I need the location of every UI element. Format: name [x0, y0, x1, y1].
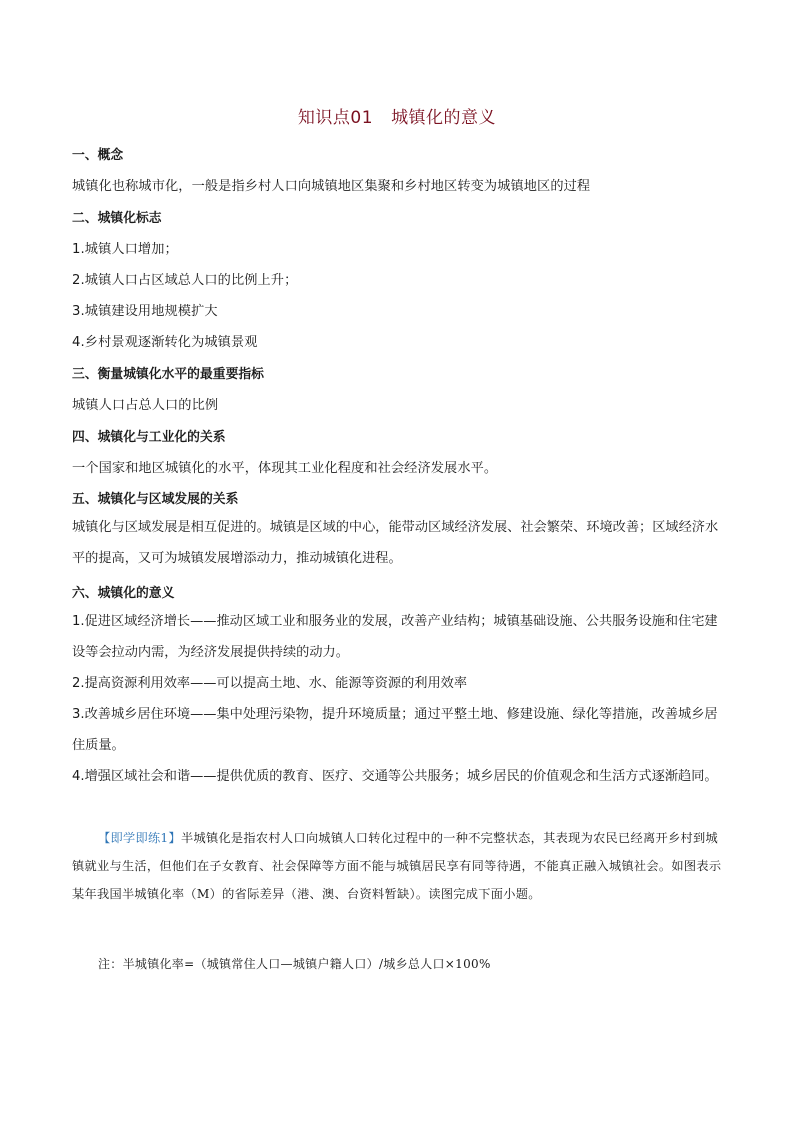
- section-5-text: 城镇化与区域发展是相互促进的。城镇是区域的中心，能带动区域经济发展、社会繁荣、环境改善；区域经济水平的提高，又可为城镇发展增添动力，推动城镇化进程。: [72, 520, 719, 566]
- section-6-item: 1.促进区域经济增长——推动区域工业和服务业的发展，改善产业结构；城镇基础设施、公共服务设施和住宅建设等会拉动内需，为经济发展提供持续的动力。: [72, 614, 718, 660]
- section-3-text: 城镇人口占总人口的比例: [72, 398, 219, 413]
- formula-note: 注：半城镇化率=（城镇常住人口—城镇户籍人口）/城乡总人口×100%: [98, 957, 491, 971]
- section-3-heading: 三、衡量城镇化水平的最重要指标: [72, 367, 264, 382]
- section-6-item: 3.改善城乡居住环境——集中处理污染物，提升环境质量；通过平整土地、修建设施、绿化等措施，改善城乡居住质量。: [72, 707, 718, 753]
- section-1-heading: 一、概念: [72, 148, 124, 163]
- section-4-heading: 四、城镇化与工业化的关系: [72, 430, 226, 445]
- section-2-item: 3.城镇建设用地规模扩大: [72, 304, 218, 319]
- page-title: [0, 103, 794, 128]
- section-5-heading: 五、城镇化与区域发展的关系: [72, 492, 239, 507]
- exercise-text: 半城镇化是指农村人口向城镇人口转化过程中的一种不完整状态，其表现为农民已经离开乡村到城镇就业与生活，但他们在子女教育、社会保障等方面不能与城镇居民享有同等待遇，不能真正融入城镇社会。如图表示某年我国半城镇化率（M）的省际差异（港、澳、台资料暂缺）。读图完成下面小题。: [72, 831, 722, 901]
- exercise-paragraph: [72, 824, 722, 908]
- section-6-heading: 六、城镇化的意义: [72, 586, 175, 601]
- section-2-item: 1.城镇人口增加；: [72, 242, 178, 257]
- section-1-text: 城镇化也称城市化，一般是指乡村人口向城镇地区集聚和乡村地区转变为城镇地区的过程: [72, 179, 591, 194]
- section-2-item: 4.乡村景观逐渐转化为城镇景观: [72, 335, 258, 350]
- section-4-text: 一个国家和地区城镇化的水平，体现其工业化程度和社会经济发展水平。: [72, 461, 498, 476]
- section-2-item: 2.城镇人口占区域总人口的比例上升；: [72, 273, 298, 288]
- title-text: 城镇化的意义: [391, 108, 497, 128]
- section-6-item: 2.提高资源利用效率——可以提高土地、水、能源等资源的利用效率: [72, 676, 468, 691]
- section-2-heading: 二、城镇化标志: [72, 211, 162, 226]
- title-number: 知识点01: [297, 108, 374, 128]
- section-6-item: 4.增强区域社会和谐——提供优质的教育、医疗、交通等公共服务；城乡居民的价值观念和生活方式逐渐趋同。: [72, 769, 718, 784]
- exercise-tag: 【即学即练1】: [98, 831, 181, 845]
